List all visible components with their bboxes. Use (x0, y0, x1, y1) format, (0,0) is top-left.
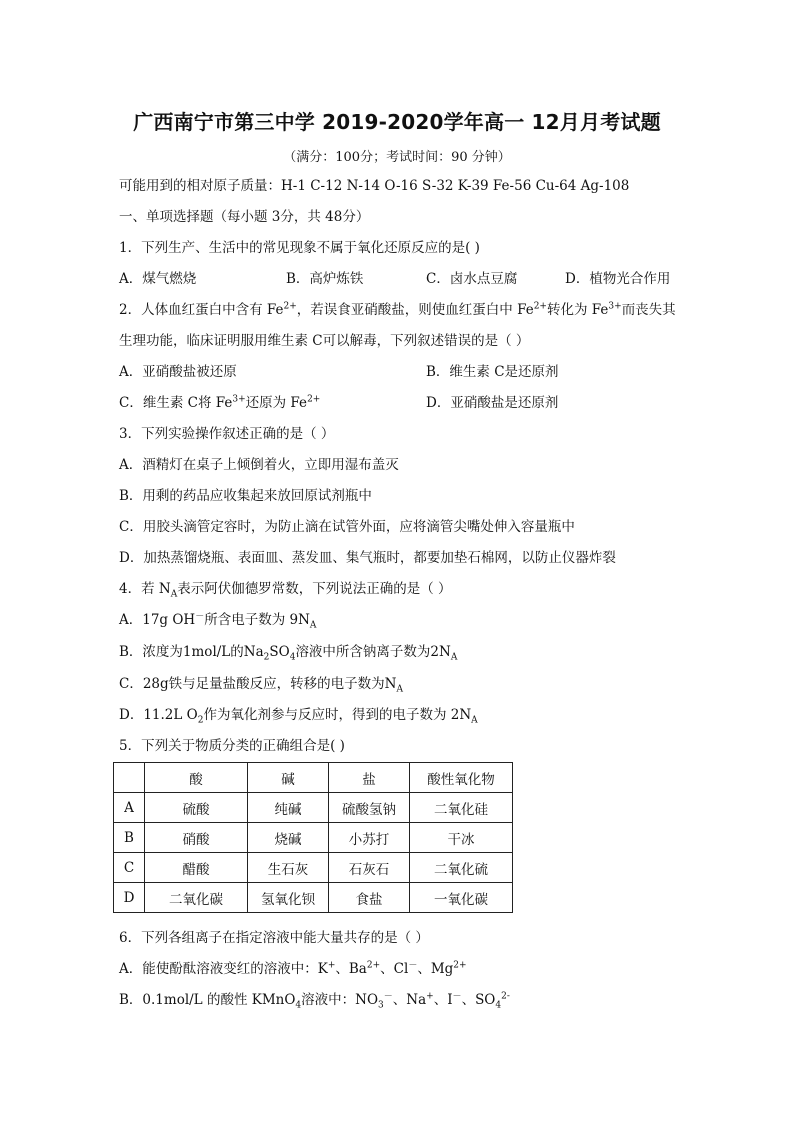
q1-option-a: A．煤气燃烧 (119, 271, 197, 287)
q3-option-c: C．用胶头滴管定容时，为防止滴在试管外面，应将滴管尖嘴处伸入容量瓶中 (119, 519, 575, 535)
charge: － (408, 960, 418, 971)
question-1-stem: 1．下列生产、生活中的常见现象不属于氧化还原反应的是( ) (119, 240, 480, 256)
q2c-text: C．维生素 C将 Fe (119, 395, 233, 411)
q6b-text: Na (406, 992, 427, 1008)
q4a-text: A．17g OH (119, 612, 196, 628)
table-cell: B (114, 823, 145, 853)
q6a-text: Cl (393, 961, 409, 977)
table-cell: 二氧化硅 (410, 793, 513, 823)
table-cell: 二氧化硫 (410, 853, 513, 883)
subscript: 2 (197, 715, 204, 726)
q4-option-b (119, 642, 457, 662)
question-2-stem-line2: 生理功能，临床证明服用维生素 C可以解毒，下列叙述错误的是（ ） (119, 333, 530, 349)
table-cell: 烧碱 (248, 823, 329, 853)
exam-info: （满分：100分；考试时间：90 分钟） (283, 150, 511, 165)
table-cell: A (114, 793, 145, 823)
q1-option-b: B．高炉炼铁 (286, 271, 364, 287)
charge: － (383, 991, 393, 1002)
separator: 、 (417, 961, 431, 977)
table-cell: 二氧化碳 (145, 883, 248, 913)
charge: 2+ (533, 301, 547, 312)
subscript: 2 (263, 652, 270, 663)
q3-option-a: A．酒精灯在桌子上倾倒着火，立即用湿布盖灭 (119, 457, 399, 473)
q6b-text: 溶液中：NO (301, 992, 379, 1008)
charge: 3+ (608, 301, 622, 312)
q2-text: ，若误食亚硝酸盐，则使血红蛋白中 Fe (296, 302, 534, 318)
charge: 2+ (283, 301, 297, 312)
q4-text: 4．若 N (119, 581, 171, 597)
q4-option-c (119, 674, 403, 694)
table-header-cell: 酸性氧化物 (410, 763, 513, 793)
separator: 、 (335, 961, 349, 977)
atomic-masses: 可能用到的相对原子质量：H-1 C-12 N-14 O-16 S-32 K-39 Fe-56 Cu-64 Ag-108 (119, 178, 630, 194)
question-4-stem (119, 579, 452, 599)
charge: + (327, 960, 336, 971)
charge: 2+ (307, 394, 321, 405)
q4-option-a (119, 610, 316, 630)
table-header-row (114, 763, 513, 793)
subscript: 3 (378, 1000, 384, 1011)
separator: 、 (380, 961, 394, 977)
subscript: A (309, 620, 317, 631)
table-cell: 小苏打 (329, 823, 410, 853)
question-2-stem (119, 300, 676, 320)
subscript: 4 (495, 1000, 502, 1011)
q4a-text: 所含电子数为 9N (204, 612, 310, 628)
table-cell: 氢氧化钡 (248, 883, 329, 913)
q6a-text: Mg (430, 961, 454, 977)
table-row (114, 853, 513, 883)
q2-option-a: A．亚硝酸盐被还原 (119, 364, 237, 380)
charge: － (195, 611, 205, 622)
q3-option-b: B．用剩的药品应收集起来放回原试剂瓶中 (119, 488, 372, 504)
q1-option-c: C．卤水点豆腐 (426, 271, 518, 287)
table-row (114, 823, 513, 853)
q4b-text: B．浓度为1mol/L的Na (119, 644, 264, 660)
question-3-stem: 3．下列实验操作叙述正确的是（ ） (119, 426, 335, 442)
table-cell: 食盐 (329, 883, 410, 913)
separator: 、 (392, 992, 407, 1008)
q4d-text: D．11.2L O (119, 707, 198, 723)
table-header-cell (114, 763, 145, 793)
subscript: A (471, 715, 478, 726)
q1-option-d: D．植物光合作用 (565, 271, 671, 287)
subscript: A (450, 652, 458, 663)
subscript: A (170, 589, 178, 600)
q2-text: 2．人体血红蛋白中含有 Fe (119, 302, 284, 318)
charge: 2+ (366, 960, 381, 971)
q4d-text: 作为氧化剂参与反应时，得到的电子数为 2N (203, 707, 472, 723)
q4b-text: 溶液中所含钠离子数为2N (295, 644, 451, 660)
subscript: 4 (295, 1000, 302, 1011)
separator: 、 (461, 992, 476, 1008)
charge: + (426, 991, 434, 1002)
table-cell: D (114, 883, 145, 913)
table-header-cell: 碱 (248, 763, 329, 793)
table-row (114, 883, 513, 913)
table-cell: 醋酸 (145, 853, 248, 883)
table-cell: 硝酸 (145, 823, 248, 853)
table-cell: 一氧化碳 (410, 883, 513, 913)
table-cell: 石灰石 (329, 853, 410, 883)
table-cell: 生石灰 (248, 853, 329, 883)
charge: 2+ (453, 960, 467, 971)
table-row (114, 793, 513, 823)
question-6-stem: 6．下列各组离子在指定溶液中能大量共存的是（ ） (119, 930, 429, 946)
subscript: A (396, 684, 403, 695)
section-heading: 一、单项选择题（每小题 3分，共 48分） (119, 209, 370, 225)
q3-option-d: D．加热蒸馏烧瓶、表面皿、蒸发皿、集气瓶时，都要加垫石棉网，以防止仪器炸裂 (119, 550, 616, 566)
table-header-cell: 盐 (329, 763, 410, 793)
q4-text: 表示阿伏伽德罗常数，下列说法正确的是（ ） (177, 581, 452, 597)
q6-option-b (119, 990, 510, 1010)
charge: 3+ (232, 394, 246, 405)
table-cell: 干冰 (410, 823, 513, 853)
q2-option-d: D．亚硝酸盐是还原剂 (426, 395, 559, 411)
question-5-stem: 5．下列关于物质分类的正确组合是( ) (119, 738, 345, 754)
q4-option-d (119, 705, 478, 725)
table-header-cell: 酸 (145, 763, 248, 793)
subscript: 4 (289, 652, 296, 663)
q6-option-a (119, 959, 467, 979)
q6a-text: A．能使酚酞溶液变红的溶液中：K (119, 961, 328, 977)
q2c-text: 还原为 Fe (245, 395, 308, 411)
page-title: 广西南宁市第三中学 2019-2020学年高一 12月月考试题 (133, 110, 661, 134)
q6b-text: B．0.1mol/L 的酸性 KMnO (119, 992, 296, 1008)
q2-option-b: B．维生素 C是还原剂 (426, 364, 559, 380)
q6b-text: SO (475, 992, 496, 1008)
classification-table (113, 762, 513, 913)
q2-text: 而丧失其 (621, 302, 676, 318)
charge: － (452, 991, 462, 1002)
q4b-text: SO (269, 644, 290, 660)
q2-text: 转化为 Fe (546, 302, 609, 318)
charge: 2- (501, 991, 510, 1002)
table-cell: C (114, 853, 145, 883)
table-cell: 纯碱 (248, 793, 329, 823)
q4c-text: C．28g铁与足量盐酸反应，转移的电子数为N (119, 676, 397, 692)
table-cell: 硫酸 (145, 793, 248, 823)
q2-option-c (119, 393, 320, 413)
separator: 、 (433, 992, 448, 1008)
q6b-text: I (447, 992, 453, 1008)
q6a-text: Ba (348, 961, 367, 977)
table-cell: 硫酸氢钠 (329, 793, 410, 823)
